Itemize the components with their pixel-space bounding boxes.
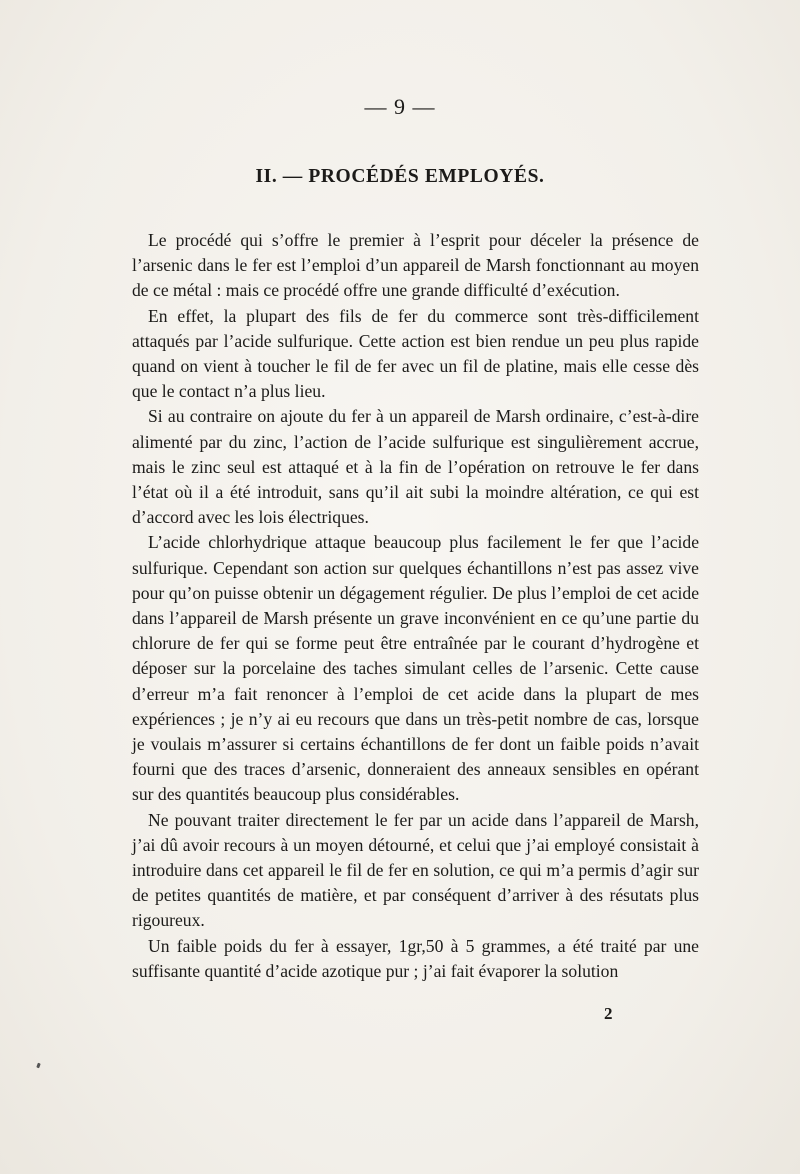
paragraph: En effet, la plupart des fils de fer du commerce sont très-difficilement attaqués par l’acide sulfurique. Cette action est bien rendue un peu plus rapide quand on vient à toucher le fil de fer avec un fil de platine, mais elle cesse dès que le contact n’a plus lieu. — [132, 305, 699, 402]
body-text — [132, 228, 699, 984]
paragraph: Un faible poids du fer à essayer, 1gr,50 à 5 grammes, a été traité par une suffisante quantité d’acide azotique pur ; j’ai fait évaporer la solution — [132, 935, 699, 981]
paragraph: Si au contraire on ajoute du fer à un appareil de Marsh ordinaire, c’est-à-dire alimenté par du zinc, l’action de l’acide sulfurique est singulièrement accrue, mais le zinc seul est attaqué et à la fin de l’opération on retrouve le fer dans l’état où il a été introduit, sans qu’il ait subi la moindre altération, ce qui est d’accord avec les lois électriques. — [132, 406, 699, 528]
paragraph: Le procédé qui s’offre le premier à l’esprit pour déceler la présence de l’arsenic dans le fer est l’emploi d’un appareil de Marsh fonctionnant au moyen de ce métal : mais ce procédé offre une grande difficulté d’exécution. — [132, 230, 699, 301]
paragraph: L’acide chlorhydrique attaque beaucoup plus facilement le fer que l’acide sulfurique. Cependant son action sur quelques échantillons n’est pas assez vive pour qu’on puisse obtenir un dégagement régulier. De plus l’emploi de cet acide dans l’appareil de Marsh présente un grave inconvénient en ce qu’une partie du chlorure de fer qui se forme peut être entraînée par le courant d’hydrogène et déposer sur la porcelaine des taches simulant celles de l’arsenic. Cette cause d’erreur m’a fait renoncer à l’emploi de cet acide dans la plupart de mes expériences ; je n’y ai eu recours que dans un très-petit nombre de cas, lorsque je voulais m’assurer si certains échantillons de fer dont un faible poids n’avait fourni que des traces d’arsenic, donneraient des anneaux sensibles en opérant sur des quantités beaucoup plus considérables. — [132, 532, 699, 805]
page-number: — 9 — — [364, 94, 436, 119]
section-title: II. — PROCÉDÉS EMPLOYÉS. — [255, 166, 545, 187]
paragraph: Ne pouvant traiter directement le fer par un acide dans l’appareil de Marsh, j’ai dû avoir recours à un moyen détourné, et celui que j’ai employé consistait à introduire dans cet appareil le fil de fer en solution, ce qui m’a permis d’agir sur de petites quantités de matière, et par conséquent d’arriver à des résutats plus rigoureux. — [132, 809, 699, 931]
ink-speck — [36, 1063, 41, 1069]
signature-mark: 2 — [604, 1004, 613, 1023]
